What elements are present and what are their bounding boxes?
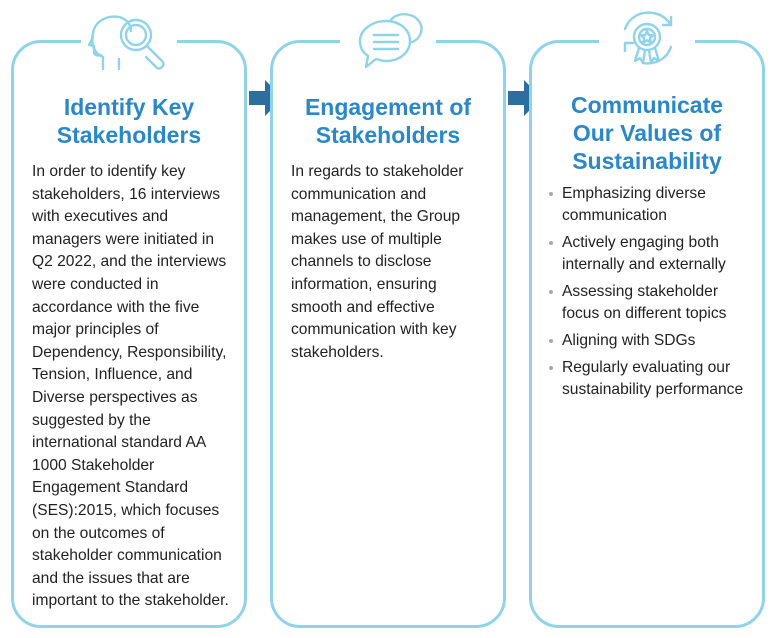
- values-bullet-list: [548, 183, 754, 406]
- list-item: Aligning with SDGs: [548, 330, 754, 352]
- panel-body-text: In regards to stakeholder communication and management, the Group makes use of multiple channels to disclose information, ensuring smooth and effective communication with key stakeholders.: [291, 163, 464, 361]
- list-item: Assessing stakeholder focus on different topics: [548, 281, 754, 325]
- list-item: Emphasizing diverse communication: [548, 183, 754, 227]
- panel-title: Engagement of Stakeholders: [304, 94, 472, 148]
- award-badge-icon: [599, 7, 695, 75]
- list-item: Actively engaging both internally and externally: [548, 232, 754, 276]
- list-item: Regularly evaluating our sustainability performance: [548, 357, 754, 401]
- panel-communicate-values: [529, 40, 765, 628]
- panel-engagement: [270, 40, 506, 628]
- stakeholder-search-icon: [81, 7, 177, 75]
- panel-title: Communicate Our Values of Sustainability: [570, 92, 724, 174]
- panel-title: Identify Key Stakeholders: [56, 94, 202, 148]
- chat-bubbles-icon: [340, 7, 436, 75]
- panel-body-text: In order to identify key stakeholders, 16 interviews with executives and managers were initiated in Q2 2022, and the interviews were conducted in accordance with the five major principles of Dependency, Responsibility, Tension, Influence, and Diverse perspectives as suggested by the international standard AA 1000 Stakeholder Engagement Standard (SES):2015, which focuses on the outcomes of stakeholder communication and the issues that are important to the stakeholder.: [32, 163, 229, 610]
- panel-identify-stakeholders: [11, 40, 247, 628]
